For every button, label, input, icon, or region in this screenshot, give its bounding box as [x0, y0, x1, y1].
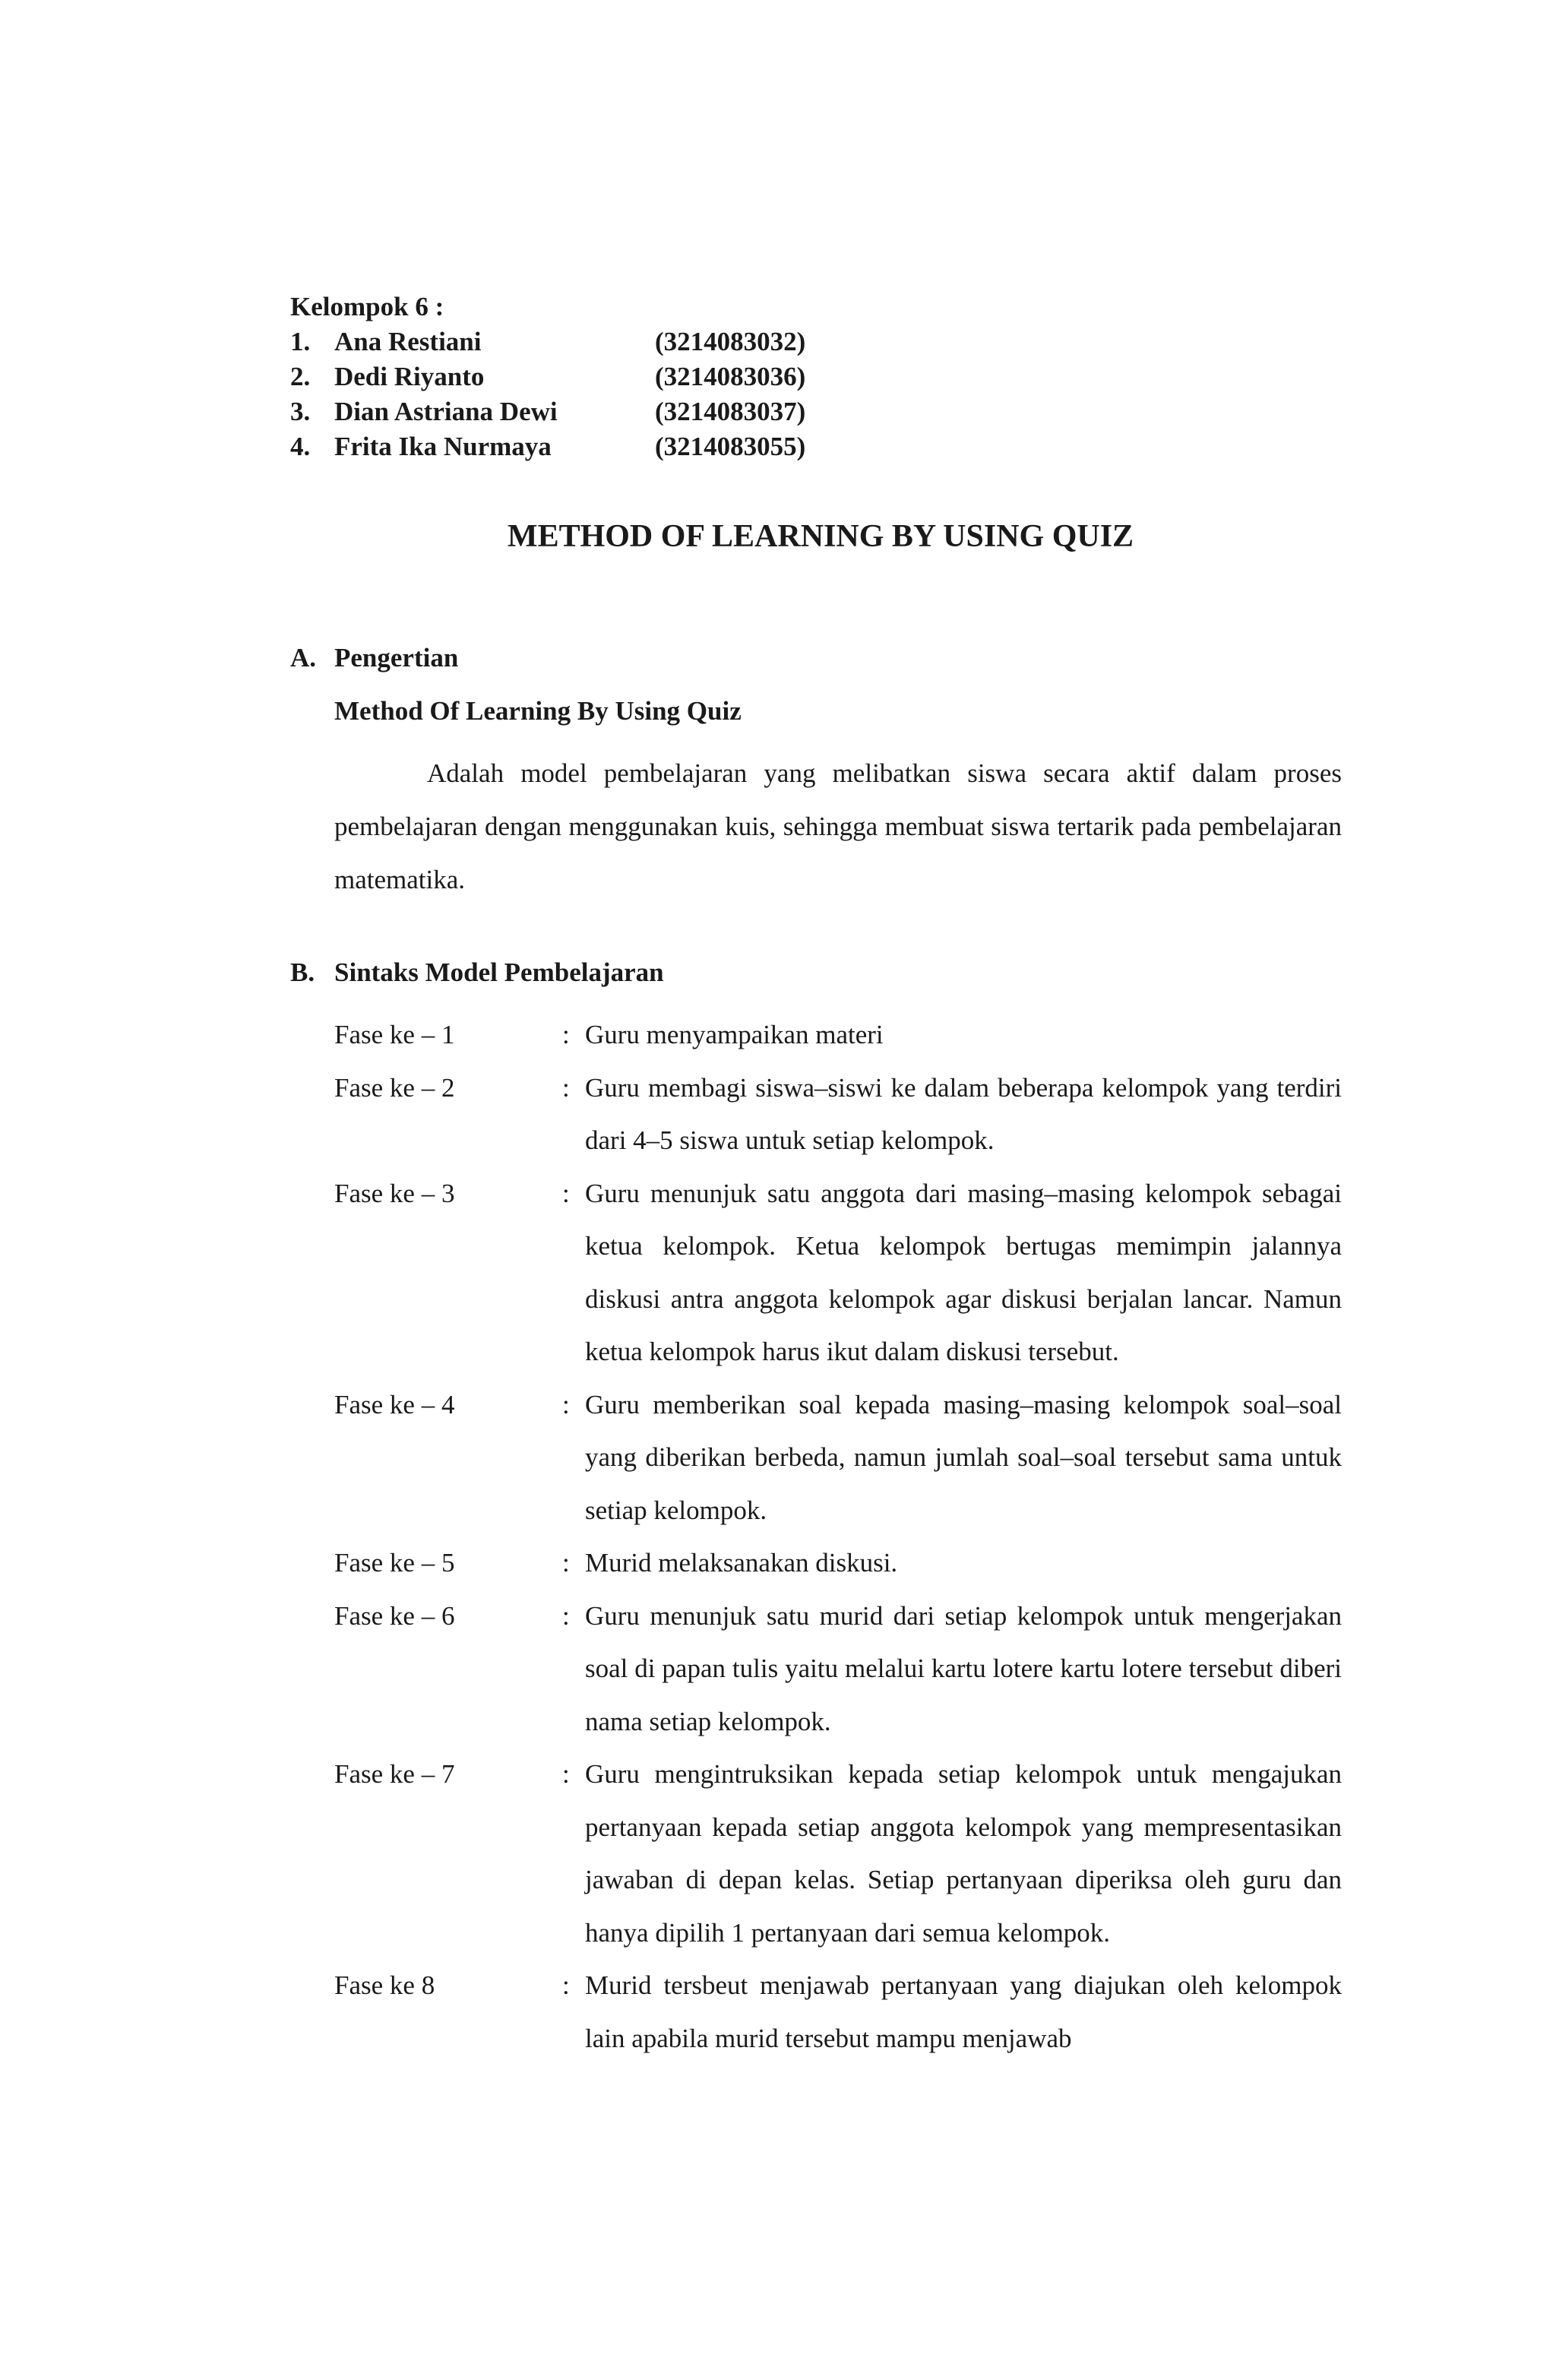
phase-label: Fase ke – 1 — [334, 1020, 455, 1049]
section-title: Sintaks Model Pembelajaran — [334, 957, 664, 987]
section-sintaks — [290, 955, 1342, 2065]
phase-item — [334, 1748, 1342, 1959]
section-pengertian — [290, 641, 1342, 907]
member-name: Dedi Riyanto — [334, 362, 485, 391]
phase-text: Murid tersbeut menjawab pertanyaan yang diajukan oleh kelompok lain apabila murid tersebut mampu menjawab — [585, 1970, 1342, 2053]
phase-label: Fase ke – 4 — [334, 1389, 455, 1419]
group-info — [290, 290, 805, 464]
section-letter: A. — [290, 643, 317, 673]
member-number: 1. — [290, 327, 311, 356]
phase-item — [334, 1590, 1342, 1749]
phase-label: Fase ke – 2 — [334, 1072, 455, 1103]
phase-label: Fase ke – 7 — [334, 1759, 455, 1789]
member-number: 2. — [290, 362, 311, 391]
member-number: 4. — [290, 432, 311, 461]
member-number: 3. — [290, 397, 311, 426]
section-letter: B. — [290, 957, 315, 987]
phase-colon: : — [562, 1020, 570, 1049]
section-heading — [290, 955, 1342, 990]
phase-item — [334, 1378, 1342, 1537]
phase-label: Fase ke – 5 — [334, 1548, 455, 1578]
definition-paragraph: Adalah model pembelajaran yang melibatkan siswa secara aktif dalam proses pembelajaran dengan menggunakan kuis, sehingga membuat siswa tertarik pada pembelajaran matematika. — [334, 758, 1342, 894]
member-name: Ana Restiani — [334, 327, 482, 356]
phase-colon: : — [562, 1072, 570, 1103]
phase-text: Guru menyampaikan materi — [585, 1020, 884, 1049]
phase-text: Guru membagi siswa–siswi ke dalam beberapa kelompok yang terdiri dari 4–5 siswa untuk setiap kelompok. — [585, 1072, 1342, 1155]
phase-text: Guru mengintruksikan kepada setiap kelompok untuk mengajukan pertanyaan kepada setiap anggota kelompok yang mempresentasikan jawaban di depan kelas. Setiap pertanyaan diperiksa oleh guru dan hanya dipilih 1 pertanyaan dari semua kelompok. — [585, 1759, 1342, 1948]
phase-item — [334, 1167, 1342, 1378]
phase-text: Murid melaksanakan diskusi. — [585, 1548, 898, 1578]
phase-text: Guru menunjuk satu anggota dari masing–masing kelompok sebagai ketua kelompok. Ketua kelompok bertugas memimpin jalannya diskusi antra anggota kelompok agar diskusi berjalan lancar. Namun ketua kelompok harus ikut dalam diskusi tersebut. — [585, 1178, 1342, 1366]
phase-text: Guru menunjuk satu murid dari setiap kelompok untuk mengerjakan soal di papan tulis yaitu melalui kartu lotere kartu lotere tersebut diberi nama setiap kelompok. — [585, 1600, 1342, 1736]
phase-item — [334, 1062, 1342, 1167]
phase-label: Fase ke 8 — [334, 1970, 435, 2000]
phase-list — [290, 1008, 1342, 2065]
phase-colon: : — [562, 1970, 570, 2000]
phase-colon: : — [562, 1600, 570, 1631]
member-id: (3214083036) — [655, 362, 806, 391]
phase-item — [334, 1008, 1342, 1062]
member-row — [290, 359, 805, 394]
document-title: METHOD OF LEARNING BY USING QUIZ — [507, 519, 1134, 554]
phase-label: Fase ke – 3 — [334, 1178, 455, 1208]
phase-item — [334, 1537, 1342, 1590]
group-heading: Kelompok 6 : — [290, 292, 444, 321]
phase-colon: : — [562, 1759, 570, 1789]
phase-text: Guru memberikan soal kepada masing–masing kelompok soal–soal yang diberikan berbeda, namun jumlah soal–soal tersebut sama untuk setiap kelompok. — [585, 1389, 1342, 1525]
section-subheading: Method Of Learning By Using Quiz — [334, 696, 742, 726]
phase-colon: : — [562, 1389, 570, 1419]
member-row — [290, 394, 805, 429]
phase-colon: : — [562, 1178, 570, 1208]
phase-label: Fase ke – 6 — [334, 1600, 455, 1631]
phase-item — [334, 1959, 1342, 2065]
member-name: Frita Ika Nurmaya — [334, 432, 552, 461]
section-title: Pengertian — [334, 643, 459, 673]
member-row — [290, 324, 805, 359]
member-name: Dian Astriana Dewi — [334, 397, 558, 426]
member-row — [290, 429, 805, 464]
member-id: (3214083055) — [655, 432, 806, 461]
member-id: (3214083037) — [655, 397, 806, 426]
phase-colon: : — [562, 1548, 570, 1578]
section-heading — [290, 641, 1342, 676]
member-id: (3214083032) — [655, 327, 806, 356]
